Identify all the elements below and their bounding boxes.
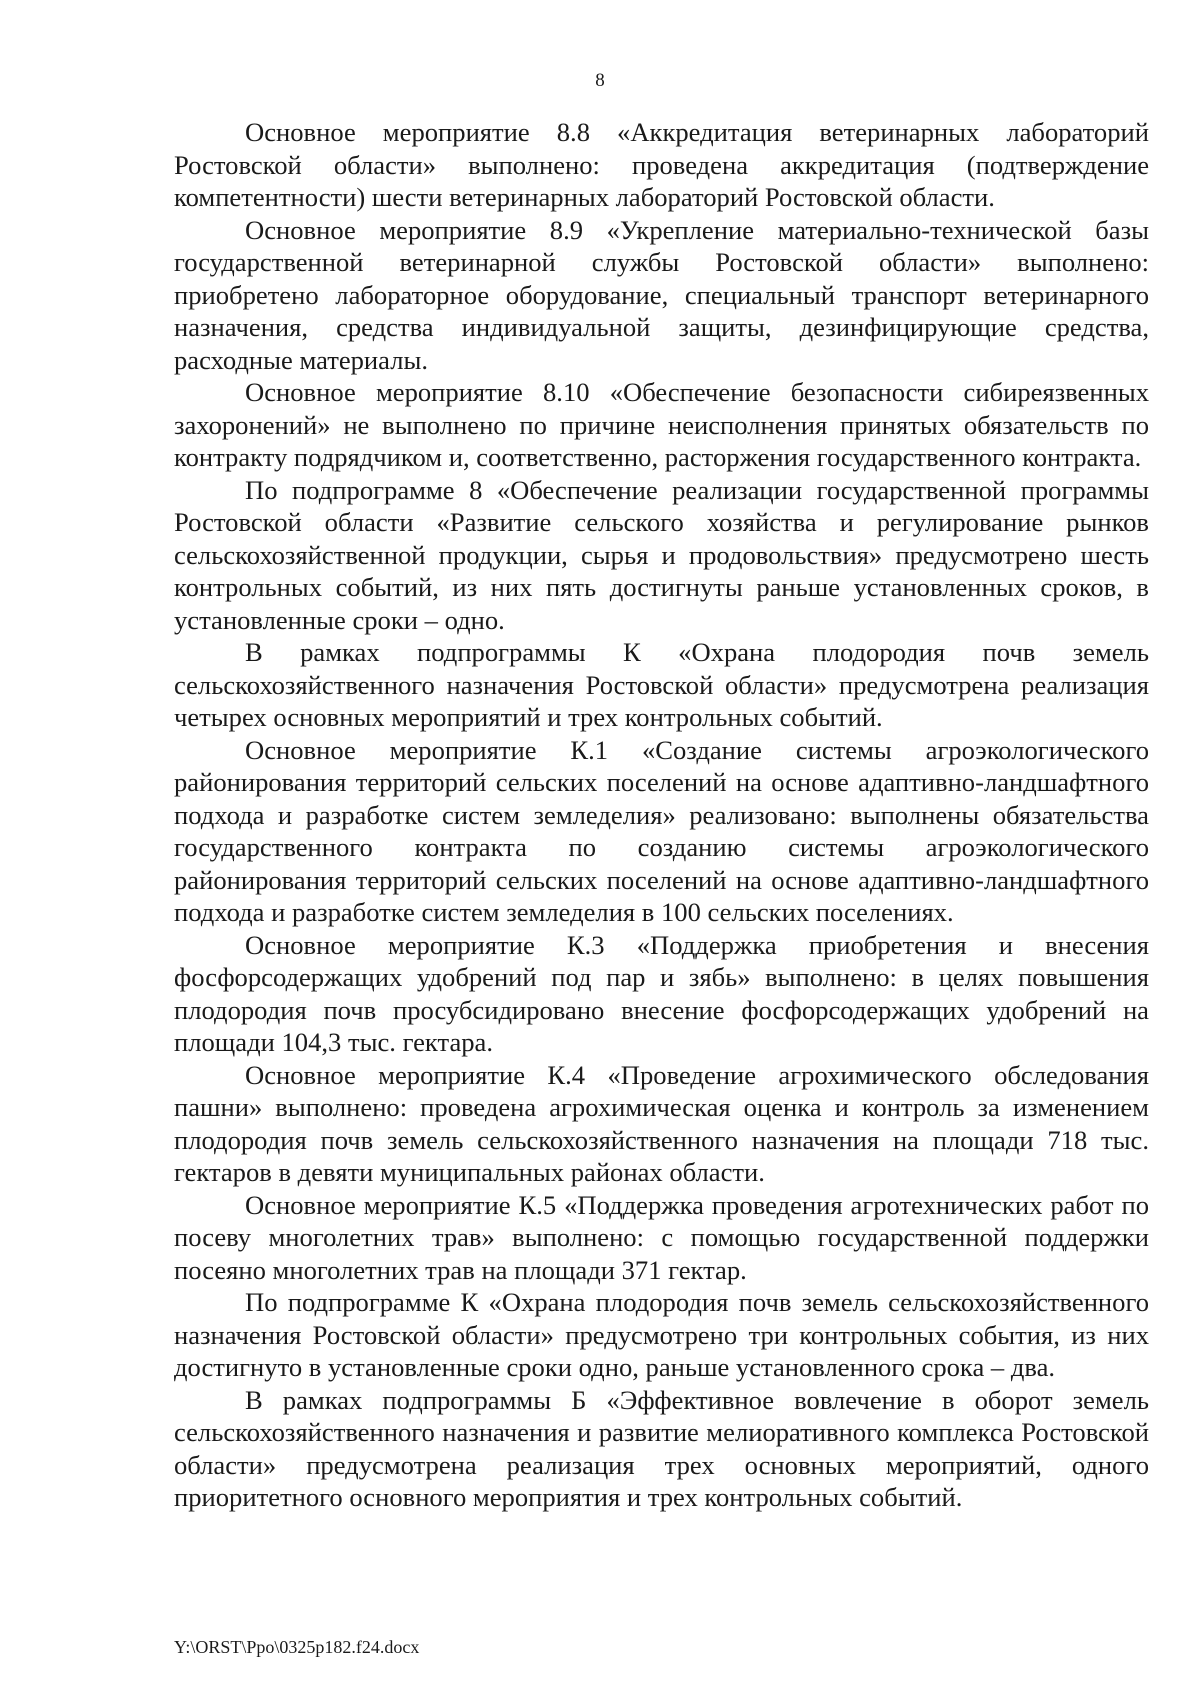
paragraph-measure-8-9: Основное мероприятие 8.9 «Укрепление материально-технической базы государственной ветеринарной службы Ростовской области» выполнено: приобретено лабораторное оборудование, специальный транспорт ветеринарного назначения, средства индивидуальной защиты, дезинфицирующие средства, расходные материалы. bbox=[174, 214, 1149, 375]
page-number: 8 bbox=[595, 70, 605, 91]
paragraph-subprogram-k-intro: В рамках подпрограммы К «Охрана плодородия почв земель сельскохозяйственного назначения Ростовской области» предусмотрена реализация четырех основных мероприятий и трех контрольных событий. bbox=[174, 637, 1149, 732]
paragraph-measure-k-1: Основное мероприятие К.1 «Создание системы агроэкологического районирования территорий сельских поселений на основе адаптивно-ландшафтного подхода и разработке систем земледелия» реализовано: выполнены обязательства государственного контракта по созданию системы агроэкологического районирования территорий сельских поселений на основе адаптивно-ландшафтного подхода и разработке систем земледелия в 100 сельских поселениях. bbox=[174, 734, 1149, 927]
paragraph-measure-8-8: Основное мероприятие 8.8 «Аккредитация ветеринарных лабораторий Ростовской области» выполнено: проведена аккредитация (подтверждение компетентности) шести ветеринарных лабораторий Ростовской области. bbox=[174, 117, 1149, 212]
paragraph-subprogram-b-intro: В рамках подпрограммы Б «Эффективное вовлечение в оборот земель сельскохозяйственного назначения и развитие мелиоративного комплекса Ростовской области» предусмотрена реализация трех основных мероприятий, одного приоритетного основного мероприятия и трех контрольных событий. bbox=[174, 1384, 1149, 1512]
paragraph-subprogram-k-summary: По подпрограмме К «Охрана плодородия почв земель сельскохозяйственного назначения Ростовской области» предусмотрено три контрольных события, из них достигнуто в установленные сроки одно, раньше установленного срока – два. bbox=[174, 1287, 1149, 1382]
paragraph-measure-8-10: Основное мероприятие 8.10 «Обеспечение безопасности сибиреязвенных захоронений» не выполнено по причине неисполнения принятых обязательств по контракту подрядчиком и, соответственно, расторжения государственного контракта. bbox=[174, 377, 1149, 472]
paragraph-measure-k-5: Основное мероприятие К.5 «Поддержка проведения агротехнических работ по посеву многолетних трав» выполнено: с помощью государственной поддержки посеяно многолетних трав на площади 371 гектар. bbox=[174, 1189, 1149, 1285]
document-body bbox=[174, 116, 1149, 1514]
paragraph-measure-k-3: Основное мероприятие К.3 «Поддержка приобретения и внесения фосфорсодержащих удобрений под пар и зябь» выполнено: в целях повышения плодородия почв просубсидировано внесение фосфорсодержащих удобрений на площади 104,3 тыс. гектара. bbox=[174, 929, 1149, 1057]
footer-file-path: Y:\ORST\Ppo\0325p182.f24.docx bbox=[174, 1637, 420, 1657]
paragraph-measure-k-4: Основное мероприятие К.4 «Проведение агрохимического обследования пашни» выполнено: проведена агрохимическая оценка и контроль за изменением плодородия почв земель сельскохозяйственного назначения на площади 718 тыс. гектаров в девяти муниципальных районах области. bbox=[174, 1059, 1149, 1187]
paragraph-subprogram-8-summary: По подпрограмме 8 «Обеспечение реализации государственной программы Ростовской области «Развитие сельского хозяйства и регулирование рынков сельскохозяйственной продукции, сырья и продовольствия» предусмотрено шесть контрольных событий, из них пять достигнуты раньше установленных сроков, в установленные сроки – одно. bbox=[174, 474, 1149, 635]
